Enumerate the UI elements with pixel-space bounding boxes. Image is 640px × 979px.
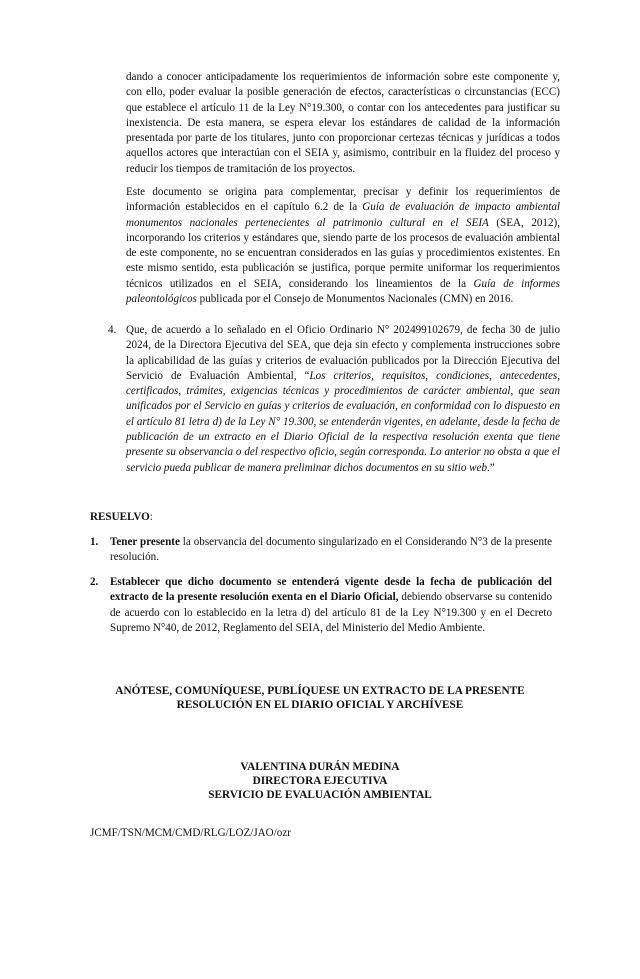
resuelvo-colon: :	[149, 511, 153, 523]
resuelvo-heading	[90, 510, 153, 525]
considerando-4-number: 4.	[108, 324, 117, 336]
considerando-4-text	[126, 323, 560, 476]
signature-name: VALENTINA DURÁN MEDINA	[240, 761, 400, 773]
closing-line-2: RESOLUCIÓN EN EL DIARIO OFICIAL Y ARCHÍVESE	[176, 699, 464, 711]
origin-text-2: (SEA, 2012), incorporando los criterios y estándares que, siendo parte de los procesos de evaluación ambiental de este componente, no se encuentran considerados en las guías y procedimientos existentes. En este mismo sentido, esta publicación se justifica, porque permite uniformar los requerimientos técnicos utilizados en el SEIA, considerando los lineamientos de la	[126, 216, 560, 290]
resolution-2-rest: debiendo observarse su contenido de acuerdo con lo establecido en la letra d) del artículo 81 de la Ley N°19.300 y en el Decreto Supremo N°40, de 2012, Reglamento del SEIA, del Ministerio del Medio Ambiente.	[110, 591, 552, 634]
considerando-4-text-1: Que, de acuerdo a lo señalado en el Oficio Ordinario N° 202499102679, de fecha 30 de julio 2024, de la Directora Ejecutiva del SEA, que deja sin efecto y complementa instrucciones sobre la aplicabilidad de las guías y criterios de evaluación publicados por la Dirección Ejecutiva del Servicio de Evaluación Ambiental, “	[126, 324, 560, 382]
resolution-2-bold: Establecer que dicho documento se entenderá vigente desde la fecha de publicación del extracto de la presente resolución exenta en el Diario Oficial,	[110, 576, 552, 604]
resolution-1-bold: Tener presente	[110, 536, 180, 548]
resolution-1-number: 1.	[90, 536, 99, 548]
resolution-2-number: 2.	[90, 576, 99, 588]
considerando-4-text-2: .”	[487, 461, 495, 474]
guide-title-paleontologicos: Guía de informes paleontológicos	[126, 277, 560, 306]
signature-title: DIRECTORA EJECUTIVA	[252, 775, 388, 787]
paragraph-document-origin	[126, 185, 560, 307]
resuelvo-label: RESUELVO	[90, 511, 150, 523]
signature-organization: SERVICIO DE EVALUACIÓN AMBIENTAL	[208, 789, 432, 801]
origin-text-1: Este documento se origina para complementar, precisar y definir los requerimientos de información establecidos en el capítulo 6.2 de la	[126, 186, 560, 214]
considerando-4-quote: Los criterios, requisitos, condiciones, antecedentes, certificados, trámites, exigencias técnicas y procedimientos de carácter ambiental, que sean unificados por el Servicio en guías y criterios de evaluación, en conformidad con lo dispuesto en el artículo 81 letra d) de la Ley N° 19.300, se entenderán vigentes, en adelante, desde la fecha de publicación de un extracto en el Diario Oficial de la respectiva resolución exenta que tiene presente su observancia o del respectivo oficio, según corresponda. Lo anterior no obsta a que el servicio pueda publicar de manera preliminar dichos documentos en su sitio web	[126, 369, 560, 474]
paragraph-ecc-context: dando a conocer anticipadamente los requerimientos de información sobre este componente y, con ello, poder evaluar la posible generación de efectos, características o circunstancias (ECC) que establece el artículo 11 de la Ley N°19.300, o contar con los antecedentes para justificar su inexistencia. De esta manera, se espera elevar los estándares de calidad de la información presentada por parte de los titulares, junto con proporcionar certezas técnicas y jurídicas a todos aquellos actores que interactúan con el SEIA y, asimismo, contribuir en la fluidez del proceso y reducir los tiempos de tramitación de los proyectos.	[126, 71, 560, 175]
guide-title-monumentos: Guía de evaluación de impacto ambiental monumentos nacionales pertenecientes al patrimonio cultural en el SEIA	[126, 201, 560, 229]
resolution-2-text	[110, 575, 552, 636]
origin-text-3: publicada por el Consejo de Monumentos Nacionales (CMN) en 2016.	[196, 293, 514, 306]
initials-line: JCMF/TSN/MCM/CMD/RLG/LOZ/JAO/ozr	[90, 827, 291, 839]
closing-line-1: ANÓTESE, COMUNÍQUESE, PUBLÍQUESE UN EXTRACTO DE LA PRESENTE	[115, 685, 525, 697]
resolution-1-rest: la observancia del documento singularizado en el Considerando N°3 de la presente resolución.	[110, 536, 552, 564]
resolution-1-text	[110, 535, 552, 566]
